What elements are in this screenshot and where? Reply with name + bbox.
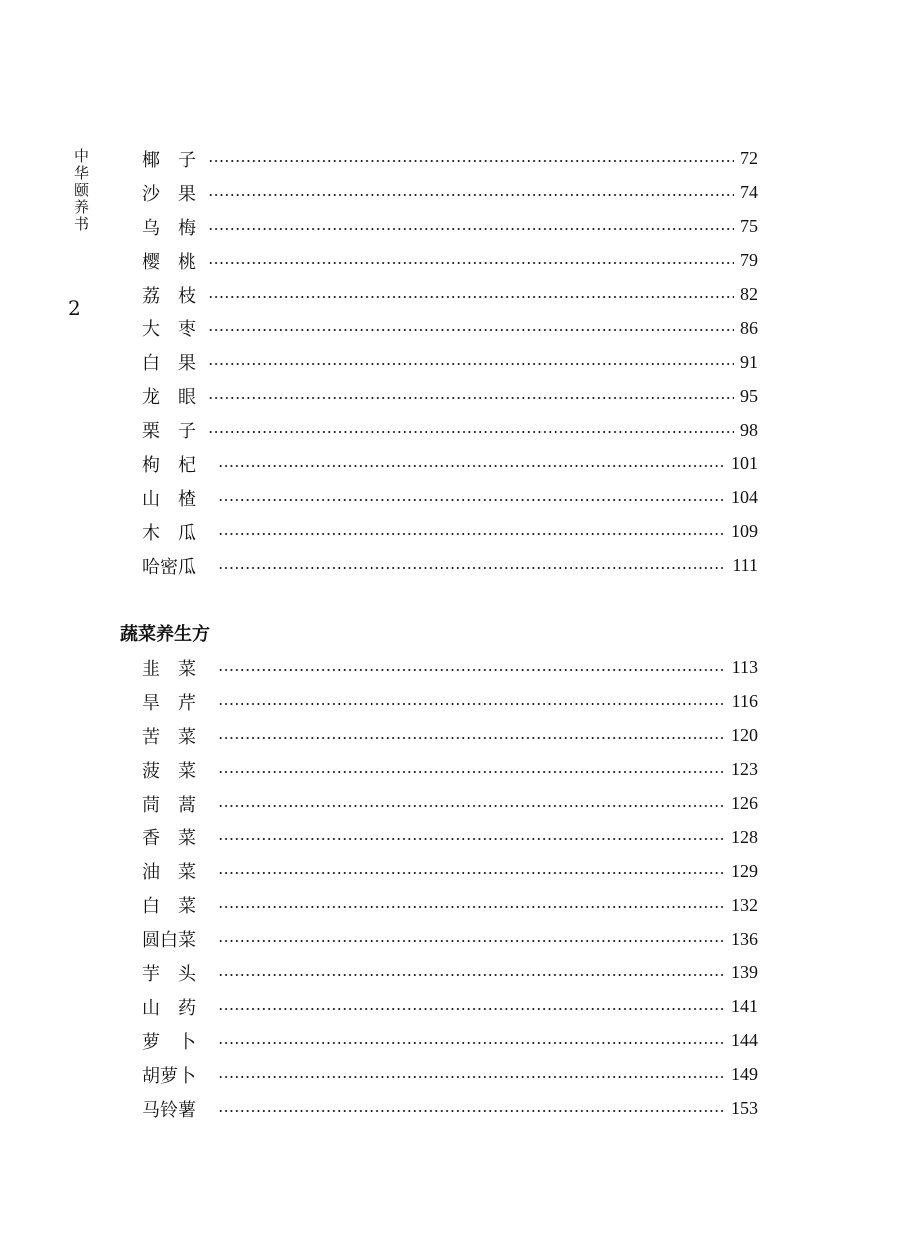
toc-entry-name: 木 瓜: [142, 522, 196, 544]
toc-entry-name: 韭 菜: [142, 658, 196, 680]
toc-entry[interactable]: [142, 311, 758, 345]
toc-entry[interactable]: [142, 278, 758, 312]
dot-leader: [218, 974, 725, 976]
toc-entry[interactable]: [142, 854, 758, 888]
toc-entry-page: 82: [740, 284, 758, 304]
toc-entry-name: 旱 芹: [142, 692, 196, 714]
toc-entry-page: 149: [731, 1064, 758, 1085]
toc-entry-page: 116: [731, 691, 758, 712]
dot-leader: [218, 906, 725, 908]
toc-entry-name: 栗 子: [142, 421, 196, 443]
toc-entry-page: 153: [731, 1098, 758, 1119]
toc-entry-page: 136: [731, 928, 758, 949]
toc-entry[interactable]: [142, 922, 758, 956]
toc-entry-name: 大 枣: [142, 319, 196, 341]
toc-entry[interactable]: [142, 888, 758, 922]
dot-leader: [218, 533, 725, 535]
toc-entry[interactable]: [142, 210, 758, 244]
toc-entry-page: 91: [740, 351, 758, 372]
toc-entry[interactable]: [142, 413, 758, 447]
toc-entry[interactable]: [142, 1024, 758, 1058]
toc-entry-page: 72: [740, 148, 758, 169]
toc-entry-page: 139: [731, 962, 758, 983]
dot-leader: [208, 228, 734, 230]
toc-entry-page: 101: [731, 453, 758, 474]
toc-entry-page: 104: [731, 487, 758, 508]
dot-leader: [208, 397, 734, 399]
toc-entry-page: 132: [731, 894, 758, 915]
toc-entry-name: 哈密瓜: [142, 556, 196, 578]
toc-entry[interactable]: [142, 515, 758, 549]
toc-entry-page: 141: [731, 996, 758, 1017]
toc-entry-name: 樱 桃: [142, 251, 196, 273]
dot-leader: [218, 499, 725, 501]
dot-leader: [208, 160, 734, 162]
toc-entry[interactable]: [142, 685, 758, 719]
page-number: 2: [68, 296, 81, 320]
toc-entry-page: 129: [731, 860, 758, 881]
toc-entry[interactable]: [142, 549, 758, 583]
toc-entry[interactable]: [142, 447, 758, 481]
toc-entry-page: 120: [731, 725, 758, 746]
toc-entry-name: 山 药: [142, 997, 196, 1019]
toc-entry[interactable]: [142, 1058, 758, 1092]
toc-entry[interactable]: [142, 244, 758, 278]
toc-entry-page: 86: [740, 317, 758, 338]
toc-entry-name: 萝 卜: [142, 1031, 196, 1053]
toc-entry-name: 油 菜: [142, 862, 196, 884]
dot-leader: [218, 940, 725, 942]
dot-leader: [218, 1042, 725, 1044]
toc-entry[interactable]: [142, 990, 758, 1024]
dot-leader: [218, 703, 726, 705]
dot-leader: [218, 669, 726, 671]
toc-entry[interactable]: [142, 379, 758, 413]
toc-entry-name: 白 果: [142, 353, 196, 375]
toc-fruit-list: [142, 142, 758, 583]
toc-entry-page: 75: [740, 216, 758, 237]
toc-entry[interactable]: [142, 176, 758, 210]
toc-entry-name: 胡萝卜: [142, 1065, 196, 1087]
toc-entry[interactable]: [142, 481, 758, 515]
dot-leader: [218, 838, 725, 840]
toc-entry-page: 128: [731, 826, 758, 847]
toc-entry-name: 枸 杞: [142, 454, 196, 476]
toc-entry-name: 圆白菜: [142, 930, 196, 952]
toc-entry-name: 龙 眼: [142, 387, 196, 409]
toc-entry[interactable]: [142, 1092, 758, 1126]
dot-leader: [218, 465, 725, 467]
toc-entry-name: 白 菜: [142, 896, 196, 918]
toc-entry[interactable]: [142, 719, 758, 753]
toc-entry[interactable]: [142, 651, 758, 685]
toc-entry-page: 113: [731, 657, 758, 678]
toc-entry-name: 乌 梅: [142, 217, 196, 239]
toc-entry-name: 苦 菜: [142, 726, 196, 748]
toc-entry-page: 123: [731, 759, 758, 780]
dot-leader: [218, 1008, 725, 1010]
toc-entry-page: 74: [740, 182, 758, 203]
dot-leader: [208, 262, 734, 264]
dot-leader: [218, 805, 725, 807]
dot-leader: [218, 1076, 725, 1078]
dot-leader: [218, 872, 725, 874]
dot-leader: [208, 296, 734, 298]
toc-entry-name: 椰 子: [142, 149, 196, 171]
toc-entry-name: 香 菜: [142, 828, 196, 850]
toc-entry[interactable]: [142, 787, 758, 821]
running-book-title: 中华颐养书: [72, 148, 90, 233]
dot-leader: [218, 567, 726, 569]
toc-entry[interactable]: [142, 820, 758, 854]
toc-entry-name: 菠 菜: [142, 760, 196, 782]
section-heading-vegetables: 蔬菜养生方: [120, 624, 210, 645]
toc-entry[interactable]: [142, 956, 758, 990]
toc-entry-name: 马铃薯: [142, 1099, 196, 1121]
dot-leader: [208, 431, 734, 433]
toc-entry-page: 111: [732, 555, 758, 576]
toc-entry-page: 95: [740, 385, 758, 406]
toc-entry-page: 98: [740, 419, 758, 440]
toc-entry-page: 126: [731, 793, 758, 813]
toc-entry-page: 109: [731, 521, 758, 542]
toc-entry-name: 山 楂: [142, 488, 196, 510]
toc-entry-name: 芋 头: [142, 963, 196, 985]
dot-leader: [208, 329, 734, 331]
toc-entry-page: 79: [740, 250, 758, 271]
toc-entry[interactable]: [142, 345, 758, 379]
dot-leader: [218, 771, 725, 773]
dot-leader: [208, 194, 734, 196]
toc-entry-page: 144: [731, 1030, 758, 1051]
dot-leader: [218, 1110, 725, 1112]
toc-entry[interactable]: [142, 142, 758, 176]
toc-entry[interactable]: [142, 753, 758, 787]
toc-entry-name: 沙 果: [142, 183, 196, 205]
dot-leader: [218, 737, 725, 739]
toc-entry-name: 荔 枝: [142, 285, 196, 307]
toc-entry-name: 茼 蒿: [142, 794, 196, 816]
dot-leader: [208, 363, 734, 365]
toc-vegetable-list: [142, 651, 758, 1125]
